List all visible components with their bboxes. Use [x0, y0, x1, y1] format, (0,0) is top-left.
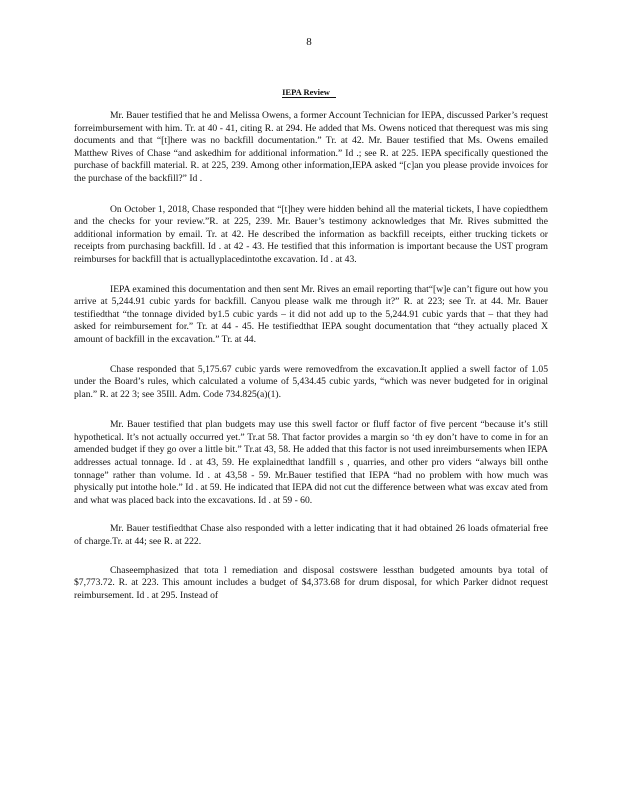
paragraph: Chase responded that 5,175.67 cubic yards were removedfrom the excavation.It applied a swell factor of 1.05 under the Board’s rules, which calculated a volume of 5,434.45 cubic yards, “which was never budgeted for in original plan.” R. at 22 3; see 35Ill. Adm. Code 734.825(a)(1).	[74, 363, 548, 400]
paragraph: IEPA examined this documentation and then sent Mr. Rives an email reporting that“[w]e can’t figure out how you arrive at 5,244.91 cubic yards for backfill. Canyou please walk me through it?” R. at 223; see Tr. at 44. Mr. Bauer testifiedthat “the tonnage divided by1.5 cubic yards – it did not add up to the 5,244.91 cubic yards that – that they had asked for reimbursement for.” Tr. at 44 - 45. He testifiedthat IEPA sought documentation that “they actually placed X amount of backfill in the excavation.” Tr. at 44.	[74, 283, 548, 345]
paragraph: Mr. Bauer testified that he and Melissa Owens, a former Account Technician for IEPA, discussed Parker’s request forreimbursement with him. Tr. at 40 - 41, citing R. at 294. He added that Ms. Owens noticed that therequest was mis sing documents and that “[t]here was no backfill documentation.” Tr. at 42. Mr. Bauer testified that Ms. Owens emailed Matthew Rives of Chase “and askedhim for additional information.” Id .; see R. at 225. IEPA specifically questioned the purchase of backfill material. R. at 225, 239. Among other information,IEPA asked “[c]an you please provide invoices for the purchase of the backfill?” Id .	[74, 110, 548, 184]
paragraph: Mr. Bauer testified that plan budgets may use this swell factor or fluff factor of five percent “because it’s still hypothetical. It’s not actually occurred yet.” Tr.at 58. That factor provides a margin so ‘th ey don’t have to come in for an amended budget if they go over a little bit.” Tr.at 43, 58. He added that this factor is not used inreimbursements when IEPA addresses actual tonnage. Id . at 43, 59. He explainedthat landfill s , quarries, and other pro viders “always bill onthe tonnage” rather than volume. Id . at 43,58 - 59. Mr.Bauer testified that IEPA “had no problem with how much was physically put intothe hole.” Id . at 59. He indicated that IEPA did not cut the difference between what was excav ated from and what was placed back into the excavations. Id . at 59 - 60.	[74, 419, 548, 506]
page-number: 8	[306, 36, 312, 48]
paragraph: Chaseemphasized that tota l remediation and disposal costswere lessthan budgeted amounts bya total of $7,773.72. R. at 223. This amount includes a budget of $4,373.68 for drum disposal, for which Parker didnot request reimbursement. Id . at 295. Instead of	[74, 564, 548, 601]
section-heading-text: IEPA Review	[282, 87, 336, 98]
paragraph: On October 1, 2018, Chase responded that “[t]hey were hidden behind all the material tickets, I have copiedthem and the checks for your review.”R. at 225, 239. Mr. Bauer’s testimony acknowledges that Mr. Rives submitted the additional information by email. Tr. at 42. He described the information as backfill receipts, either trucking tickets or receipts from purchasing backfill. Id . at 42 - 43. He testified that this information is important because the UST program reimburses for backfill that is actuallyplacedintothe excavation. Id . at 43.	[74, 203, 548, 265]
section-heading	[0, 87, 618, 97]
document-body	[74, 110, 548, 617]
paragraph: Mr. Bauer testifiedthat Chase also responded with a letter indicating that it had obtained 26 loads ofmaterial free of charge.Tr. at 44; see R. at 222.	[74, 523, 548, 548]
